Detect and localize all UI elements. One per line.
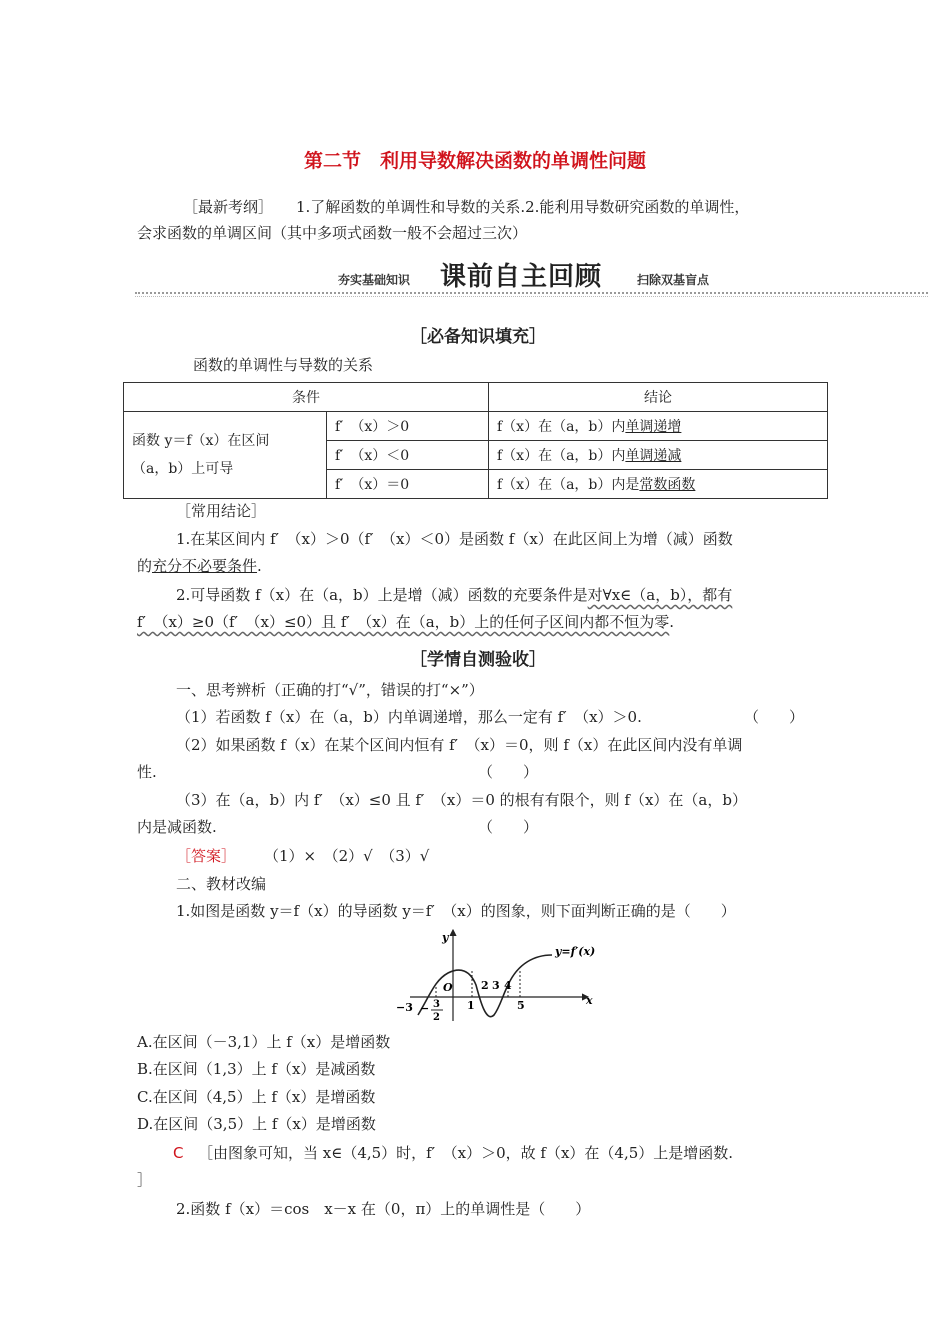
origin-label: O xyxy=(443,981,453,994)
x-axis-label: x xyxy=(586,994,593,1007)
banner-left-text: 夯实基础知识 xyxy=(338,273,411,287)
judge-q2-line2: 性. xyxy=(137,763,157,781)
text-fragment: 的 xyxy=(137,557,153,575)
section-heading-selftest: ［学情自测验收］ xyxy=(410,650,546,670)
judge-q1-blank: （ ） xyxy=(744,708,805,726)
text-fragment: . xyxy=(669,613,675,631)
page-title: 第二节 利用导数解决函数的单调性问题 xyxy=(303,150,646,172)
banner-divider xyxy=(135,292,928,294)
y-axis-label: y xyxy=(442,931,449,944)
answer-text: （1）× （2）√ （3）√ xyxy=(264,847,430,865)
table-condition-main-line2: （a，b）上可导 xyxy=(132,461,234,477)
tick-label: −3 xyxy=(396,1001,413,1014)
textbook-q2: 2.函数 f（x）＝cos x－x 在（0，π）上的单调性是（ ） xyxy=(176,1200,591,1218)
judge-q2-blank: （ ） xyxy=(478,763,539,781)
option-c: C.在区间（4,5）上 f（x）是增函数 xyxy=(137,1088,376,1106)
tick-label: 4 xyxy=(504,979,512,992)
text-fragment: . xyxy=(257,557,262,575)
derivative-graph-figure xyxy=(390,925,600,1025)
syllabus-label: ［最新考纲］ xyxy=(183,198,274,216)
q1-explanation-line1: ［由图象可知，当 x∈（4,5）时，f′ （x）＞0，故 f（x）在（4,5）上是增函数. xyxy=(198,1144,734,1162)
judge-q3-line1: （3）在（a，b）内 f′ （x）≤0 且 f′ （x）＝0 的根有有限个，则 f（x）在（a，b） xyxy=(176,791,747,809)
common-1-line1: 1.在某区间内 f′ （x）＞0（f′ （x）＜0）是函数 f（x）在此区间上为增（减）函数 xyxy=(176,530,733,548)
q1-answer-letter: C xyxy=(173,1144,184,1162)
syllabus-line1: 1.了解函数的单调性和导数的关系.2.能利用导数研究函数的单调性， xyxy=(296,198,750,216)
part1-heading: 一、思考辨析（正确的打“√”，错误的打“×”） xyxy=(176,681,484,699)
judge-q2-line1: （2）如果函数 f（x）在某个区间内恒有 f′ （x）＝0，则 f（x）在此区间内没有单调 xyxy=(176,736,743,754)
common-1-line2 xyxy=(137,555,262,577)
q1-explanation-line2: ］ xyxy=(137,1171,153,1189)
table-condition-main-line1: 函数 y＝f（x）在区间 xyxy=(132,433,270,449)
conclusion-prefix: f（x）在（a，b）内是 xyxy=(497,477,640,493)
banner-right-text: 扫除双基盲点 xyxy=(637,273,710,287)
banner-main-text: 课前自主回顾 xyxy=(440,262,603,292)
syllabus-line2: 会求函数的单调区间（其中多项式函数一般不会超过三次） xyxy=(137,224,528,242)
answer-label: ［答案］ xyxy=(176,847,237,865)
conclusion-key: 单调递增 xyxy=(625,419,682,435)
conclusion-key: 常数函数 xyxy=(639,477,696,493)
conclusion-prefix: f（x）在（a，b）内 xyxy=(497,448,626,464)
table-condition-main xyxy=(124,412,327,499)
key-phrase: 对∀x∈（a，b），都有 xyxy=(587,586,733,604)
key-phrase: 充分不必要条件 xyxy=(152,557,258,575)
common-label: ［常用结论］ xyxy=(176,502,267,520)
key-phrase: f′ （x）≥0（f′ （x）≤0）且 f′ （x）在（a，b）上的任何子区间内都不恒为零 xyxy=(137,613,670,631)
judge-q3-line2: 内是减函数. xyxy=(137,818,217,836)
table-header-condition: 条件 xyxy=(124,383,489,412)
table-caption: 函数的单调性与导数的关系 xyxy=(193,356,374,374)
tick-label: − xyxy=(420,1002,430,1015)
textbook-q1: 1.如图是函数 y＝f（x）的导函数 y＝f′ （x）的图象，则下面判断正确的是（ ） xyxy=(176,902,736,920)
tick-label: 2 xyxy=(481,979,489,992)
conclusion-key: 单调递减 xyxy=(625,448,682,464)
table-cell-condition: f′ （x）＝0 xyxy=(327,470,489,499)
table-cell-condition: f′ （x）＞0 xyxy=(327,412,489,441)
option-b: B.在区间（1,3）上 f（x）是减函数 xyxy=(137,1060,376,1078)
common-2-line2 xyxy=(137,611,674,633)
tick-label: 5 xyxy=(517,999,525,1012)
conclusion-prefix: f（x）在（a，b）内 xyxy=(497,419,626,435)
table-row xyxy=(124,412,828,441)
text-fragment: 2.可导函数 f（x）在（a，b）上是增（减）函数的充要条件是 xyxy=(176,586,588,604)
judge-q1: （1）若函数 f（x）在（a，b）内单调递增，那么一定有 f′ （x）＞0. xyxy=(176,708,642,726)
table-cell-conclusion xyxy=(489,441,828,470)
tick-label: 2 xyxy=(433,1012,440,1023)
table-header-row xyxy=(124,383,828,412)
judge-q3-blank: （ ） xyxy=(478,818,539,836)
option-d: D.在区间（3,5）上 f（x）是增函数 xyxy=(137,1115,376,1133)
table-header-conclusion: 结论 xyxy=(489,383,828,412)
monotonicity-table xyxy=(123,382,828,499)
tick-label: 1 xyxy=(467,999,475,1012)
table-cell-conclusion xyxy=(489,470,828,499)
option-a: A.在区间（－3,1）上 f（x）是增函数 xyxy=(137,1033,391,1051)
part2-heading: 二、教材改编 xyxy=(176,875,267,893)
curve-label: y=f′(x) xyxy=(555,945,596,958)
tick-label: 3 xyxy=(433,999,440,1010)
tick-label: 3 xyxy=(492,979,500,992)
banner-divider-secondary xyxy=(135,296,928,297)
common-2-line1 xyxy=(176,584,732,606)
section-heading-knowledge: ［必备知识填充］ xyxy=(410,327,546,347)
table-cell-conclusion xyxy=(489,412,828,441)
table-cell-condition: f′ （x）＜0 xyxy=(327,441,489,470)
